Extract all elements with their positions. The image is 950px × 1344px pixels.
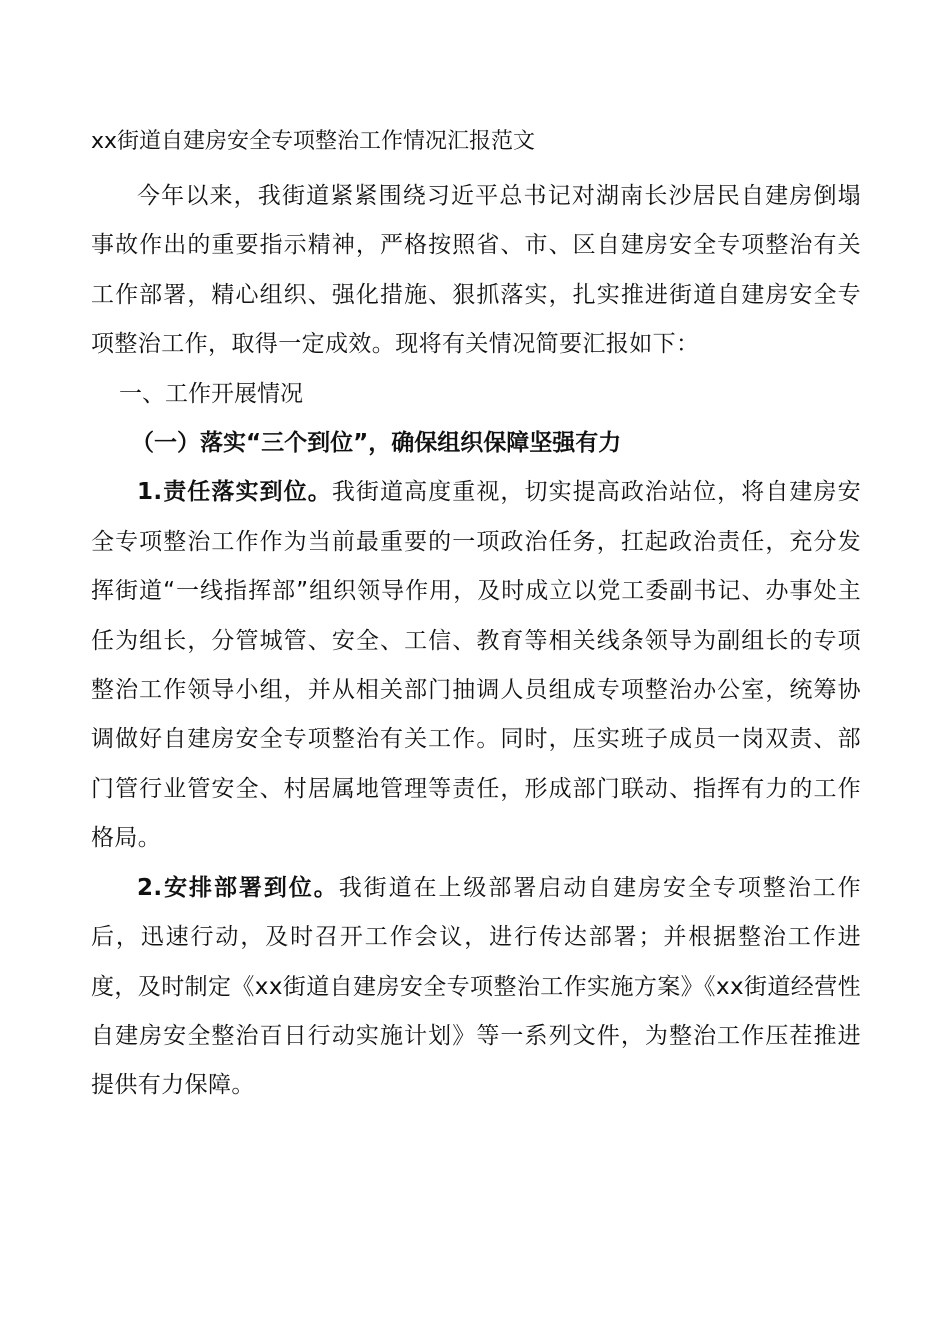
item-2-lead: 2.安排部署到位。: [137, 874, 339, 901]
document-body: [91, 122, 861, 1111]
subsection-heading: （一）落实“三个到位”，确保组织保障坚强有力: [131, 430, 622, 457]
document-title: xx街道自建房安全专项整治工作情况汇报范文: [91, 129, 536, 154]
item-1-body: 我街道高度重视，切实提高政治站位，将自建房安全专项整治工作作为当前最重要的一项政治任务，扛起政治责任，充分发挥街道“一线指挥部”组织领导作用，及时成立以党工委副书记、办事处主任为组长，分管城管、安全、工信、教育等相关线条领导为副组长的专项整治工作领导小组，并从相关部门抽调人员组成专项整治办公室，统筹协调做好自建房安全专项整治有关工作。同时，压实班子成员一岗双责、部门管行业管安全、村居属地管理等责任，形成部门联动、指挥有力的工作格局。: [91, 479, 861, 852]
item-2-paragraph: [91, 864, 861, 1111]
item-2-body: 我街道在上级部署启动自建房安全专项整治工作后，迅速行动，及时召开工作会议，进行传达部署；并根据整治工作进度，及时制定《xx街道自建房安全专项整治工作实施方案》《xx街道经营性自建房安全整治百日行动实施计划》等一系列文件，为整治工作压茬推进提供有力保障。: [91, 874, 861, 1099]
item-1-lead: 1.责任落实到位。: [137, 479, 332, 506]
item-1-paragraph: [91, 468, 861, 863]
section-heading: 一、工作开展情况: [119, 380, 303, 407]
intro-paragraph: 今年以来，我街道紧紧围绕习近平总书记对湖南长沙居民自建房倒塌事故作出的重要指示精神，严格按照省、市、区自建房安全专项整治有关工作部署，精心组织、强化措施、狠抓落实，扎实推进街道自建房安全专项整治工作，取得一定成效。现将有关情况简要汇报如下：: [91, 183, 861, 358]
